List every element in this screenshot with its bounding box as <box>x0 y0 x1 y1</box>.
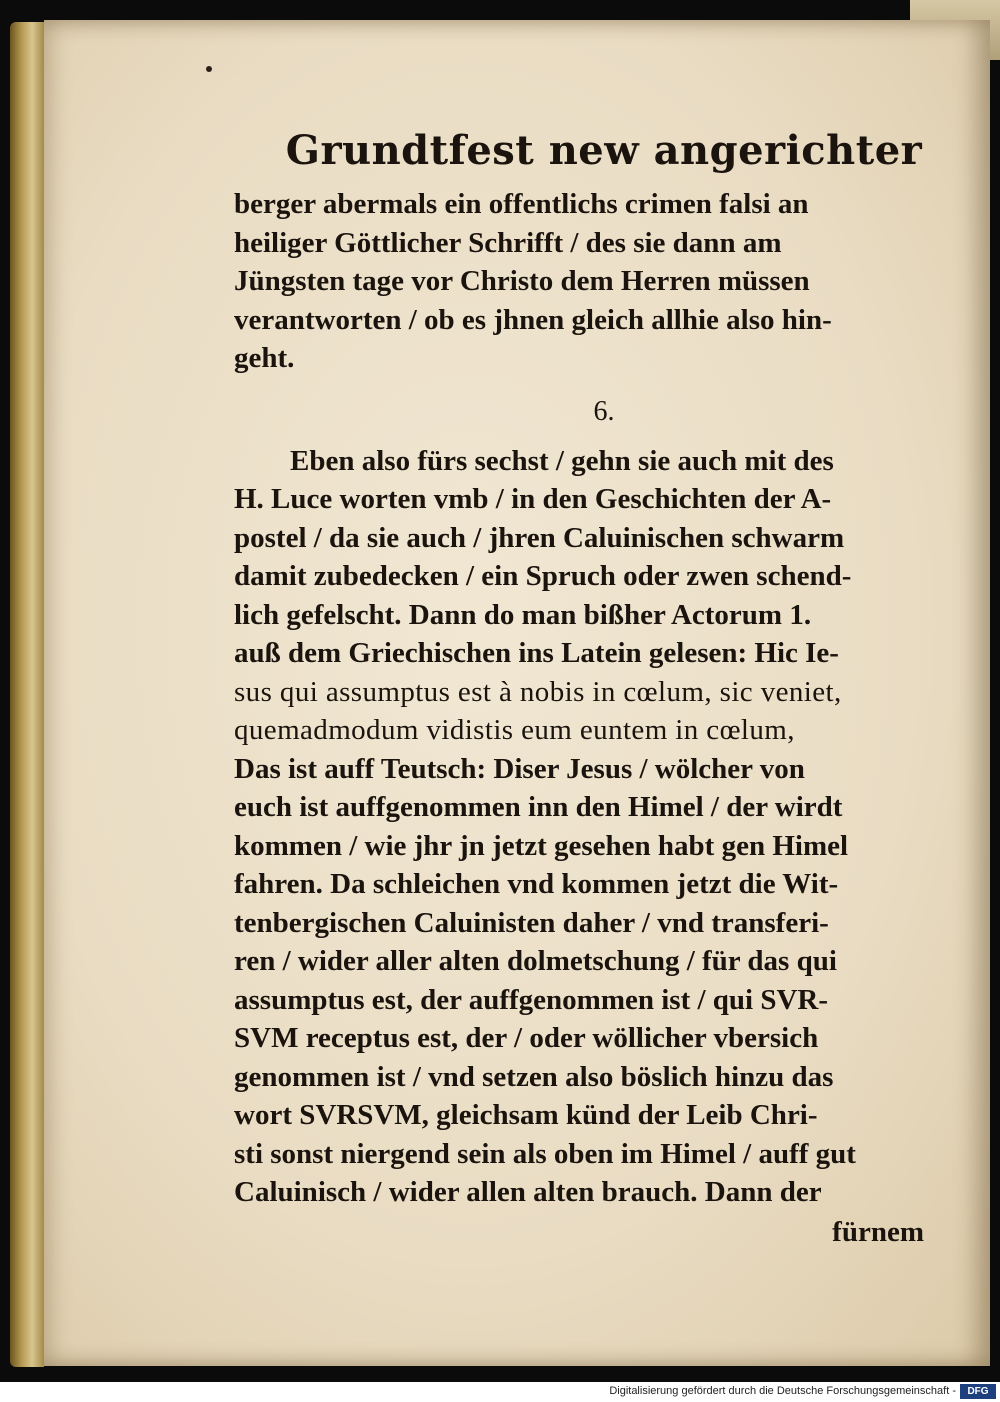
paragraph-before-section <box>234 185 934 378</box>
paragraph-after-section <box>234 442 934 1212</box>
text-line: auß dem Griechischen ins Latein gelesen: Hic Ie- <box>234 637 839 669</box>
text-line: wort SVRSVM, gleichsam künd der Leib Chri- <box>234 1099 818 1131</box>
book-edge-left <box>10 22 44 1367</box>
text-line: sus qui assumptus est à nobis in cœlum, sic veniet, <box>234 675 842 708</box>
text-line: berger abermals ein offentlichs crimen falsi an <box>234 188 809 220</box>
text-line: heiliger Göttlicher Schrifft / des sie dann am <box>234 226 782 259</box>
book-page <box>44 20 990 1366</box>
text-line: assumptus est, der auffgenommen ist / qui SVR- <box>234 983 829 1016</box>
section-number: 6. <box>593 395 615 427</box>
text-line: Eben also fürs sechst / gehn sie auch mit des <box>290 444 834 477</box>
page-body <box>234 125 934 1252</box>
footer-bar <box>0 1382 1000 1402</box>
text-line: postel / da sie auch / jhren Caluinischen schwarm <box>234 521 845 554</box>
text-line: genommen ist / vnd setzen also böslich hinzu das <box>234 1060 834 1093</box>
text-line: ren / wider aller alten dolmetschung / für das qui <box>234 945 837 977</box>
text-line: verantworten / ob es jhnen gleich allhie also hin- <box>234 303 832 336</box>
text-line: Jüngsten tage vor Christo dem Herren müssen <box>234 265 810 297</box>
text-line: quemadmodum vidistis eum euntem in cœlum, <box>234 714 795 746</box>
text-line: fahren. Da schleichen vnd kommen jetzt die Wit- <box>234 868 839 900</box>
ink-speck <box>206 66 212 72</box>
text-line: damit zubedecken / ein Spruch oder zwen schend- <box>234 560 852 592</box>
dfg-logo-icon: DFG <box>960 1384 996 1399</box>
text-line: SVM receptus est, der / oder wöllicher vbersich <box>234 1022 819 1054</box>
text-line: euch ist auffgenommen inn den Himel / der wirdt <box>234 791 843 823</box>
running-head: Grundtfest new angerichter <box>285 127 923 174</box>
footer-credit: Digitalisierung gefördert durch die Deutsche Forschungsgemeinschaft - <box>609 1385 956 1397</box>
catchword: fürnem <box>832 1215 924 1248</box>
text-line: tenbergischen Caluinisten daher / vnd transferi- <box>234 906 829 939</box>
text-line: Caluinisch / wider allen alten brauch. Dann der <box>234 1176 822 1208</box>
text-line: geht. <box>234 342 295 374</box>
text-line: H. Luce worten vmb / in den Geschichten der A- <box>234 483 832 515</box>
text-line: lich gefelscht. Dann do man bißher Actorum 1. <box>234 598 812 631</box>
text-line: sti sonst niergend sein als oben im Himel / auff gut <box>234 1137 856 1170</box>
text-line: kommen / wie jhr jn jetzt gesehen habt gen Himel <box>234 829 849 862</box>
text-line: Das ist auff Teutsch: Diser Jesus / wölcher von <box>234 752 805 785</box>
